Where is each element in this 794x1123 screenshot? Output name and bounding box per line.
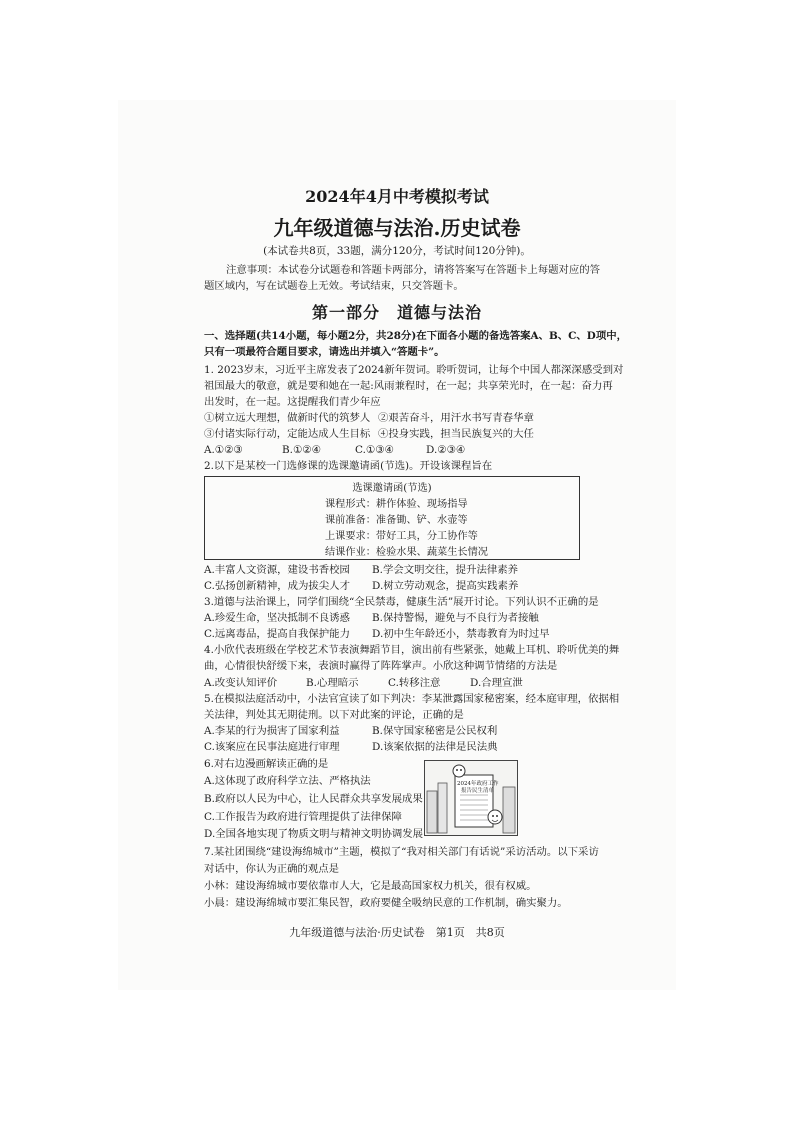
q2-stem: 2.以下是某校一门选修课的选课邀请函(节选)。开设该课程旨在 [204, 460, 493, 472]
q2-choice-c: C.弘扬创新精神，成为拔尖人才 [204, 580, 350, 592]
invitation-row: 课程形式：耕作体验、现场指导 [325, 499, 468, 510]
invitation-row: 课前准备：准备锄、铲、水壶等 [325, 515, 468, 526]
q2-choice-d: D.树立劳动观念，提高实践素养 [372, 580, 519, 592]
q3-choice-d: D.初中生年龄还小，禁毒教育为时过早 [372, 628, 550, 640]
q5-choice-a: A.李某的行为损害了国家利益 [204, 725, 340, 737]
paper-title: 九年级道德与法治.历史试卷 [273, 216, 521, 240]
part-title: 第一部分 道德与法治 [311, 303, 482, 322]
page-footer: 九年级道德与法治·历史试卷 第1页 共8页 [289, 926, 505, 939]
exam-title: 2024年4月中考模拟考试 [305, 187, 489, 206]
q6-choice-c: C.工作报告为政府进行管理提供了法律保障 [204, 811, 402, 823]
cartoon-image [424, 760, 518, 836]
q2-choice-a: A.丰富人文资源，建设书香校园 [204, 564, 350, 576]
invitation-row: 结课作业：检验水果、蔬菜生长情况 [325, 547, 488, 558]
invitation-title: 选课邀请函(节选) [352, 483, 432, 494]
q6-choice-b: B.政府以人民为中心，让人民群众共享发展成果 [204, 793, 423, 805]
q4-choice-d: D.合理宣泄 [470, 677, 523, 689]
q6-stem: 6.对右边漫画解读正确的是 [204, 758, 329, 770]
notice-line-2: 题区域内，写在试题卷上无效。考试结束，只交答题卡。 [204, 280, 464, 292]
q1-option-2: ②艰苦奋斗，用汗水书写青春华章 [378, 412, 534, 424]
notice-line-1: 注意事项：本试卷分试题卷和答题卡两部分，请将答案写在答题卡上每题对应的答 [226, 264, 601, 276]
q7-statement-chen: 小晨：建设海绵城市要汇集民智，政府要健全吸纳民意的工作机制，确实聚力。 [204, 897, 568, 909]
q1-stem-2: 祖国最大的敬意，就是要和她在一起:风雨兼程时，在一起；共享荣光时，在一起：奋力再 [204, 380, 613, 392]
q1-choice-d: D.②③④ [426, 444, 466, 456]
invitation-box [204, 476, 580, 560]
q4-choice-c: C.转移注意 [388, 677, 441, 689]
q6-choice-d: D.全国各地实现了物质文明与精神文明协调发展 [204, 828, 424, 840]
q1-choice-c: C.①③④ [355, 444, 394, 456]
q3-stem: 3.道德与法治课上，同学们围绕“全民禁毒，健康生活”展开讨论。下列认识不正确的是 [204, 596, 599, 608]
q5-stem-2: 关法律，判处其无期徒刑。以下对此案的评论，正确的是 [204, 709, 464, 721]
q7-statement-lin: 小林：建设海绵城市要依靠市人大，它是最高国家权力机关，很有权威。 [204, 880, 537, 892]
section-heading-1: 一、选择题(共14小题，每小题2分，共28分)在下面各小题的备选答案A、B、C、D项中， [204, 330, 627, 342]
q3-choice-b: B.保持警惕，避免与不良行为者接触 [372, 612, 539, 624]
q1-option-3: ③付诸实际行动，定能达成人生目标 [204, 428, 371, 440]
cartoon-drawing [425, 761, 517, 835]
section-heading-2: 只有一项最符合题目要求，请选出并填入“答题卡”。 [204, 346, 445, 358]
cartoon-caption-1: 2024年政府工作 [457, 781, 499, 787]
q5-choice-b: B.保守国家秘密是公民权利 [372, 725, 498, 737]
q7-stem-2: 对话中，你认为正确的观点是 [204, 863, 340, 875]
q5-choice-d: D.该案依据的法律是民法典 [372, 741, 498, 753]
q4-choice-b: B.心理暗示 [306, 677, 359, 689]
q4-stem-2: 曲，心情很快舒缓下来，表演时赢得了阵阵掌声。小欣这种调节情绪的方法是 [204, 660, 558, 672]
q1-choice-a: A.①②③ [204, 444, 243, 456]
invitation-row: 上课要求：带好工具，分工协作等 [325, 531, 478, 542]
q3-choice-c: C.远离毒品，提高自我保护能力 [204, 628, 350, 640]
paper-info: (本试卷共8页，33题，满分120分，考试时间120分钟)。 [263, 245, 531, 257]
q4-stem-1: 4.小欣代表班级在学校艺术节表演舞蹈节目，演出前有些紧张，她戴上耳机、聆听优美的舞 [204, 644, 620, 656]
q1-option-4: ④投身实践，担当民族复兴的大任 [378, 428, 534, 440]
q1-choice-b: B.①②④ [282, 444, 321, 456]
q1-option-1: ①树立远大理想，做新时代的筑梦人 [204, 412, 371, 424]
q3-choice-a: A.珍爱生命，坚决抵制不良诱惑 [204, 612, 350, 624]
cartoon-caption-2: 报告民生清单 [461, 788, 495, 794]
q1-stem-1: 1. 2023岁末，习近平主席发表了2024新年贺词。聆听贺词，让每个中国人都深深感受到对 [204, 364, 624, 376]
q2-choice-b: B.学会文明交往，提升法律素养 [372, 564, 519, 576]
q7-stem-1: 7.某社团围绕“建设海绵城市”主题，模拟了“我对相关部门有话说”采访活动。以下采访 [204, 846, 599, 858]
q1-stem-3: 出发时，在一起。这提醒我们青少年应 [204, 396, 381, 408]
q4-choice-a: A.改变认知评价 [204, 677, 278, 689]
q5-stem-1: 5.在模拟法庭活动中，小法官宣读了如下判决：李某泄露国家秘密案，经本庭审理，依据相 [204, 693, 620, 705]
q5-choice-c: C.该案应在民事法庭进行审理 [204, 741, 340, 753]
q6-choice-a: A.这体现了政府科学立法、严格执法 [204, 775, 371, 787]
